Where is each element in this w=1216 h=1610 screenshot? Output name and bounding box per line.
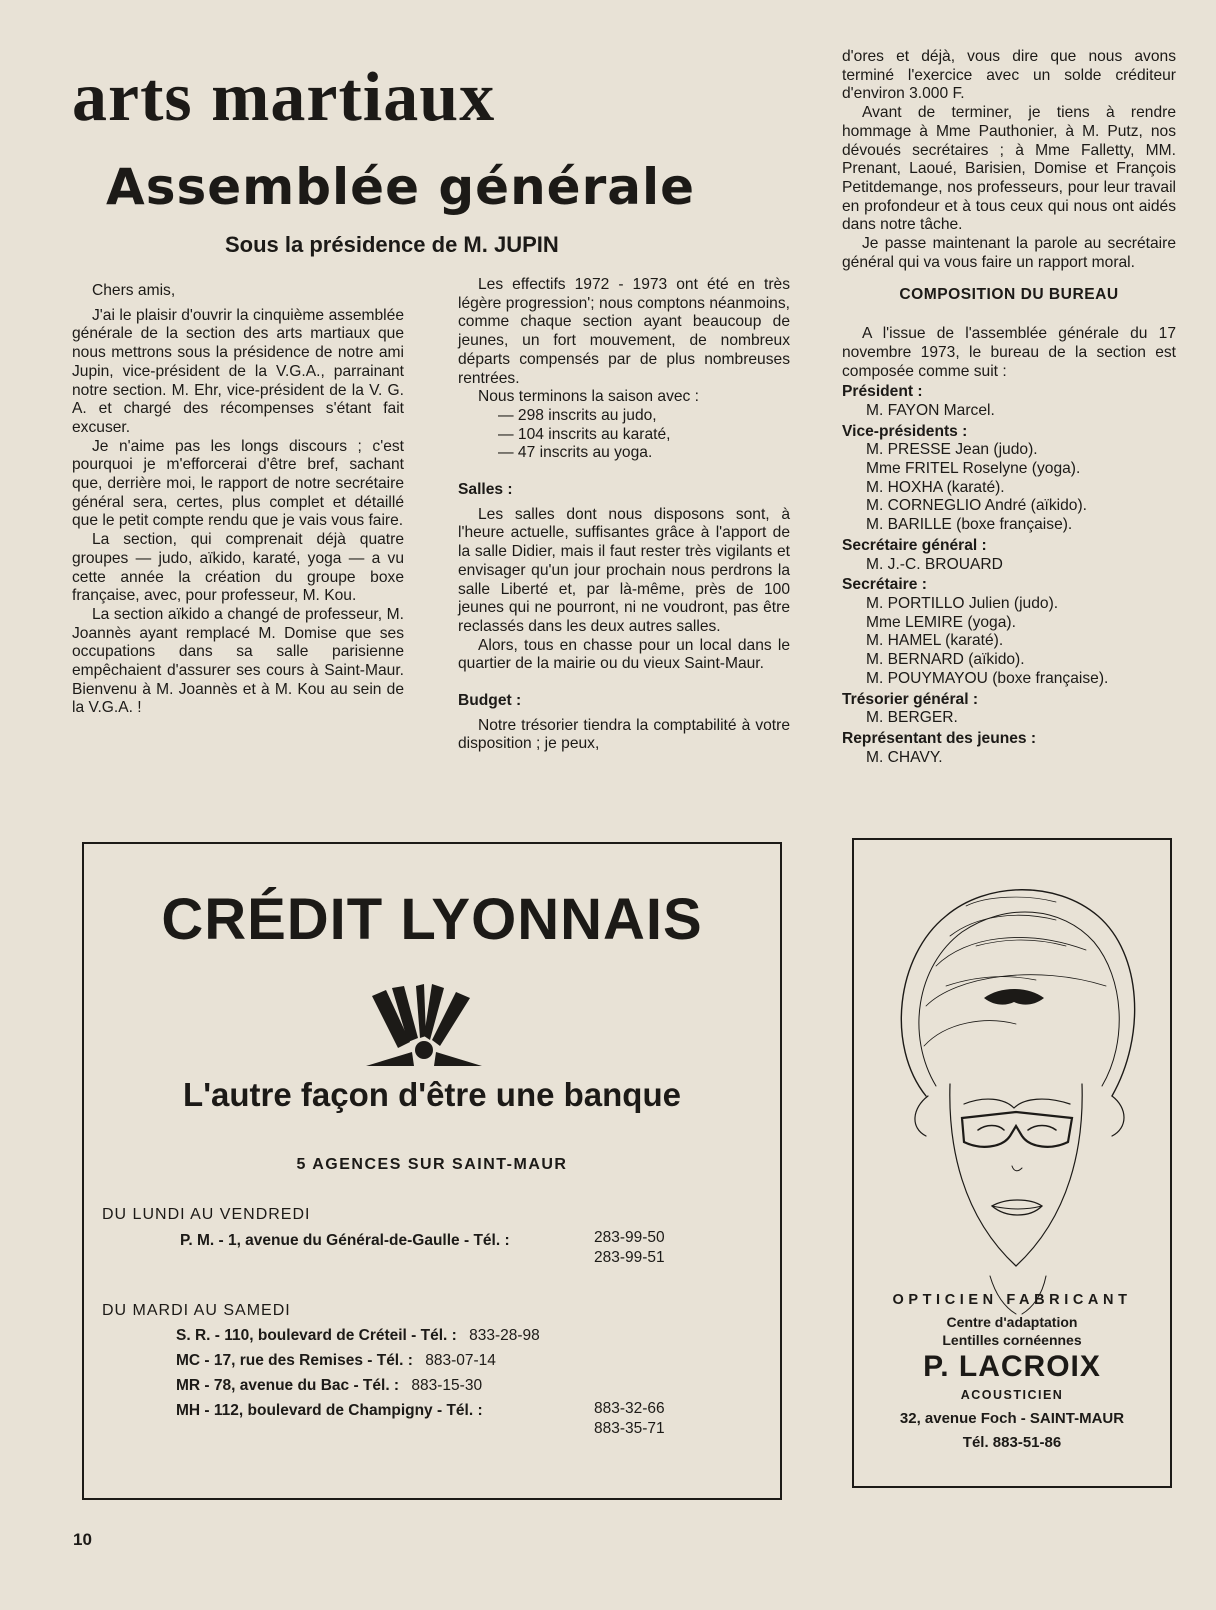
member: M. FAYON Marcel. xyxy=(866,401,995,419)
member: M. BERGER. xyxy=(866,709,958,727)
branch-address: - 112, boulevard de Champigny - Tél. : xyxy=(204,1402,483,1419)
branch-code: MH xyxy=(176,1402,201,1419)
member: M. PRESSE Jean (judo). xyxy=(866,441,1038,459)
branch-line xyxy=(176,1352,496,1370)
paragraph: Je passe maintenant la parole au secrétaire général qui va vous faire un rapport moral. xyxy=(842,235,1176,271)
member: Mme LEMIRE (yoga). xyxy=(866,613,1016,631)
member: M. HAMEL (karaté). xyxy=(866,632,1004,650)
opening-days: DU LUNDI AU VENDREDI xyxy=(102,1206,311,1223)
branch-address: - 78, avenue du Bac - Tél. : xyxy=(204,1377,400,1394)
salutation: Chers amis, xyxy=(92,282,176,299)
role-title: Secrétaire : xyxy=(842,576,927,594)
paragraph: Les effectifs 1972 - 1973 ont été en très légère progression'; nous comptons néanmoins, comme chaque section ayant beaucoup de jeunes, un fort mouvement, de nombreux départs compensés par de plus nombreuses rentrées. xyxy=(458,276,790,387)
agences-label: 5 AGENCES SUR SAINT-MAUR xyxy=(296,1156,568,1173)
member: Mme FRITEL Roselyne (yoga). xyxy=(866,460,1081,478)
article-headline: Assemblée générale xyxy=(106,158,696,216)
paragraph: Je n'aime pas les longs discours ; c'est pourquoi je m'efforcerai d'être bref, sachant que, derrière moi, le rapport de notre secrétaire général sera, certes, plus complet et détaillé que le petit compte rendu que je vais vous faire. xyxy=(72,437,404,530)
paragraph: La section aïkido a changé de professeur, M. Joannès ayant remplacé M. Domise que ses occupations dans sa salle parisienne empêchaient d'assurer ses cours à Saint-Maur. Bienvenu à M. Joannès et à M. Kou au sein de la V.G.A. ! xyxy=(72,605,404,717)
salles-heading: Salles : xyxy=(458,481,513,499)
bank-slogan: L'autre façon d'être une banque xyxy=(183,1076,681,1113)
branch-code: P. M. xyxy=(180,1232,215,1249)
branch-phone: 283-99-51 xyxy=(594,1249,665,1266)
bureau-heading: COMPOSITION DU BUREAU xyxy=(899,286,1119,304)
member: M. BARILLE (boxe française). xyxy=(866,516,1073,534)
paragraph: Avant de terminer, je tiens à rendre hommage à Mme Pauthonier, à M. Putz, nos dévoués secrétaires ; à Mme Falletty, MM. Prenant, Laoué, Barisien, Domise et François Petitdemange, nos professeurs, pour leur travail en profondeur et à tous ceux qui nous ont aidés dans notre tâche. xyxy=(842,104,1176,234)
credit-lyonnais-ad xyxy=(82,842,782,1500)
article-column-3 xyxy=(842,48,1176,767)
branch-code: MC xyxy=(176,1352,201,1369)
member: M. BERNARD (aïkido). xyxy=(866,651,1025,669)
branch-address: - 17, rue des Remises - Tél. : xyxy=(204,1352,413,1369)
section-title: arts martiaux xyxy=(72,59,496,136)
role-title: Représentant des jeunes : xyxy=(842,729,1037,747)
branch-phone: 883-15-30 xyxy=(411,1377,483,1394)
branch-line xyxy=(176,1327,540,1345)
page-number: 10 xyxy=(73,1530,92,1549)
optician-service: Centre d'adaptation xyxy=(946,1314,1078,1330)
paragraph: Notre trésorier tiendra la comptabilité à votre disposition ; je peux, xyxy=(458,716,790,753)
branch-phone: 883-35-71 xyxy=(594,1420,665,1437)
branch-address: - 110, boulevard de Créteil - Tél. : xyxy=(214,1327,457,1344)
optician-ad xyxy=(852,838,1172,1488)
article-column-1 xyxy=(72,282,404,718)
paragraph: La section, qui comprenait déjà quatre groupes — judo, aïkido, karaté, yoga — a vu cette année la création du groupe boxe française, avec, pour professeur, M. Kou. xyxy=(72,531,404,605)
list-item: — 104 inscrits au karaté, xyxy=(498,425,671,443)
member: M. CHAVY. xyxy=(866,748,943,766)
branch-line xyxy=(176,1377,482,1395)
paragraph: J'ai le plaisir d'ouvrir la cinquième assemblée générale de la section des arts martiaux que nous mettrons sous la présidence de notre ami Jupin, vice-président de la V.G.A., parrainant notre section. M. Ehr, vice-président de la V. G. A. et chargé des récompenses s'étant fait excuser. xyxy=(72,306,404,436)
paragraph: Les salles dont nous disposons sont, à l'heure actuelle, suffisantes grâce à l'apport de la salle Didier, mais il faut rester très vigilants et envisager qu'un jour prochain nous perdrons la salle Liberté et, par là-même, près de 100 jeunes qui ne pourront, ni ne voudront, pas être reclassés dans les deux autres salles. xyxy=(458,505,790,635)
role-title: Vice-présidents : xyxy=(842,422,968,440)
optician-address: 32, avenue Foch - SAINT-MAUR xyxy=(899,1410,1125,1427)
budget-heading: Budget : xyxy=(458,692,522,710)
member: M. J.-C. BROUARD xyxy=(866,555,1003,573)
branch-line xyxy=(180,1232,510,1250)
branch-code: MR xyxy=(176,1377,201,1394)
optician-service: Lentilles cornéennes xyxy=(942,1332,1082,1348)
bank-name: CRÉDIT LYONNAIS xyxy=(161,887,703,952)
list-item: — 47 inscrits au yoga. xyxy=(498,444,653,462)
branch-line xyxy=(176,1402,483,1420)
branch-phone: 833-28-98 xyxy=(469,1327,540,1344)
paragraph: Alors, tous en chasse pour un local dans le quartier de la mairie ou du vieux Saint-Maur. xyxy=(458,636,790,673)
branch-phone: 883-07-14 xyxy=(425,1352,496,1369)
optician-name: P. LACROIX xyxy=(923,1350,1101,1383)
branch-code: S. R. xyxy=(176,1327,211,1344)
member: M. PORTILLO Julien (judo). xyxy=(866,594,1059,612)
member: M. CORNEGLIO André (aïkido). xyxy=(866,497,1087,515)
optician-subtitle: ACOUSTICIEN xyxy=(960,1388,1064,1402)
list-item: — 298 inscrits au judo, xyxy=(498,406,657,424)
branch-address: - 1, avenue du Général-de-Gaulle - Tél. : xyxy=(218,1232,510,1249)
paragraph: d'ores et déjà, vous dire que nous avons terminé l'exercice avec un solde créditeur d'environ 3.000 F. xyxy=(842,48,1176,103)
article-subhead: Sous la présidence de M. JUPIN xyxy=(225,232,559,257)
article-column-2 xyxy=(458,276,790,754)
role-title: Président : xyxy=(842,383,923,401)
role-title: Trésorier général : xyxy=(842,690,979,708)
paragraph: A l'issue de l'assemblée générale du 17 novembre 1973, le bureau de la section est composée comme suit : xyxy=(842,325,1176,380)
bank-logo-icon xyxy=(364,984,484,1070)
optician-title: OPTICIEN FABRICANT xyxy=(892,1292,1132,1308)
role-title: Secrétaire général : xyxy=(842,536,987,554)
opening-days: DU MARDI AU SAMEDI xyxy=(102,1302,291,1319)
woman-with-glasses-illustration xyxy=(866,846,1160,1316)
branch-phone: 883-32-66 xyxy=(594,1400,665,1417)
member: M. POUYMAYOU (boxe française). xyxy=(866,669,1109,687)
paragraph: Nous terminons la saison avec : xyxy=(478,388,700,406)
member: M. HOXHA (karaté). xyxy=(866,478,1005,496)
branch-phone: 283-99-50 xyxy=(594,1229,665,1246)
optician-phone: Tél. 883-51-86 xyxy=(962,1434,1062,1451)
